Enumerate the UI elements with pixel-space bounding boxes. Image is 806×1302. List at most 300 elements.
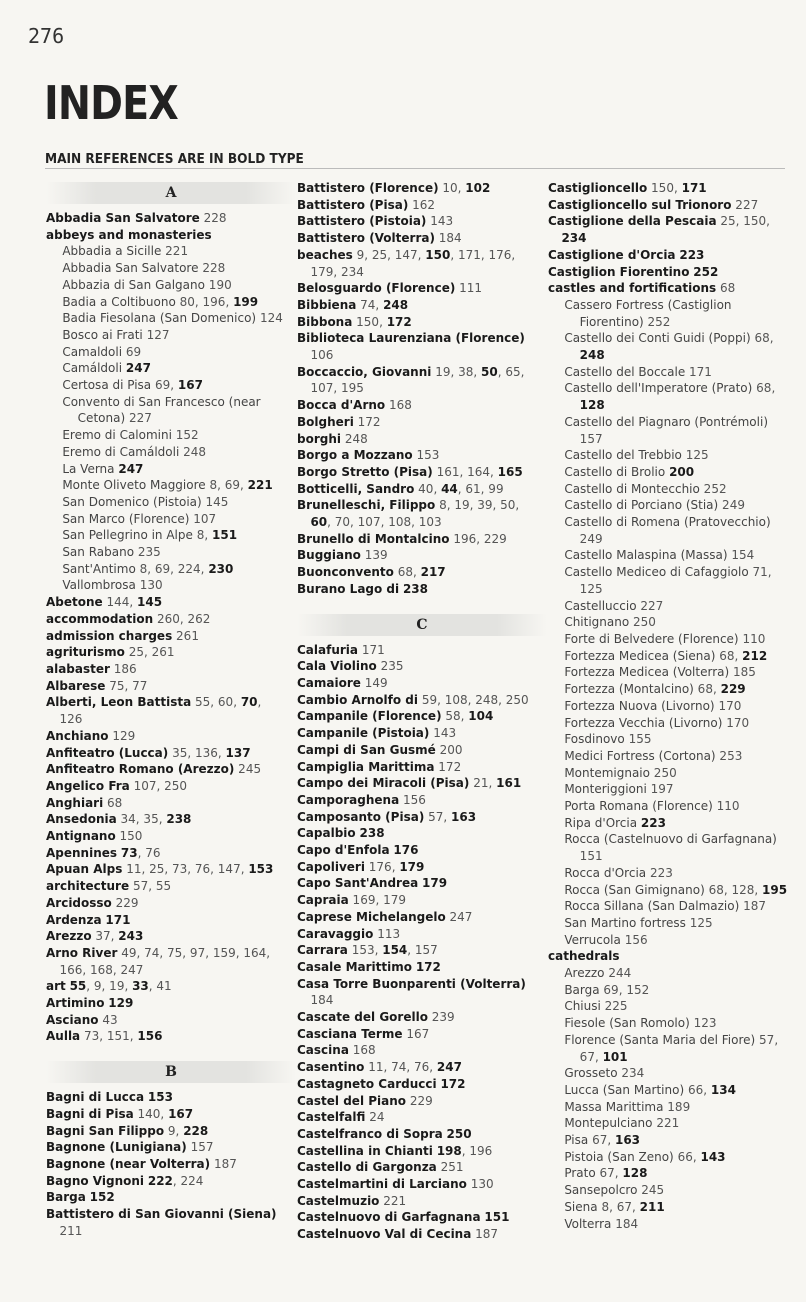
entry-pages: 154 (731, 547, 755, 563)
index-entry (46, 745, 286, 762)
entry-term: Castel del Piano (297, 1092, 407, 1108)
entry-pages: 171 (105, 911, 131, 927)
index-entry (297, 247, 537, 280)
index-subentry (46, 360, 286, 377)
entry-term: San Martino fortress (564, 914, 686, 930)
entry-pages: 153 (147, 1089, 173, 1105)
entry-term: Castelmartini di Larciano (297, 1176, 467, 1192)
entry-pages: 69, 152 (603, 981, 650, 997)
entry-term: Medici Fortress (Cortona) (564, 747, 716, 763)
entry-pages: 57, 163 (428, 808, 477, 824)
entry-term: Apuan Alps (46, 861, 123, 877)
entry-pages: 140, 167 (137, 1105, 194, 1121)
entry-term: Cascina (297, 1042, 349, 1058)
entry-pages: 80, 196, 199 (179, 293, 259, 309)
entry-pages: 57, 55 (132, 878, 172, 894)
index-entry (548, 180, 788, 197)
index-subentry (548, 1032, 788, 1065)
entry-pages: 150, 172 (356, 313, 412, 329)
index-entry (297, 892, 537, 909)
index-entry (297, 564, 537, 581)
entry-term: accommodation (46, 610, 154, 626)
entry-term: Castelnuovo di Garfagnana (297, 1209, 481, 1225)
entry-pages: 227 (735, 196, 759, 212)
entry-pages: 227 (128, 410, 152, 426)
index-subentry (46, 327, 286, 344)
entry-pages: 68 (720, 280, 736, 296)
entry-term: Abbadia San Salvatore (62, 260, 199, 276)
index-entry (297, 497, 537, 530)
entry-pages: 172 (415, 958, 441, 974)
entry-term: Castiglione della Pescaia (548, 213, 717, 229)
entry-term: Prato (564, 1165, 596, 1181)
entry-term: abbeys and monasteries (46, 226, 212, 242)
entry-pages: 143 (433, 725, 457, 741)
index-entry (46, 845, 286, 862)
entry-term: Sansepolcro (564, 1182, 638, 1198)
entry-term: Verrucola (564, 931, 621, 947)
index-subentry (548, 297, 788, 330)
entry-pages: 43 (102, 1011, 118, 1027)
entry-pages: 161, 164, 165 (436, 463, 523, 479)
entry-term: Castelluccio (564, 597, 637, 613)
index-subentry (548, 982, 788, 999)
entry-term: Ripa d'Orcia (564, 814, 638, 830)
entry-pages: 11, 25, 73, 76, 147, 153 (126, 861, 274, 877)
index-entry (297, 397, 537, 414)
index-subentry (548, 598, 788, 615)
entry-term: Bagni di Pisa (46, 1105, 134, 1121)
index-subentry (548, 882, 788, 899)
index-entry (46, 1123, 286, 1140)
entry-term: Campo dei Miracoli (Pisa) (297, 775, 470, 791)
entry-term: Asciano (46, 1011, 99, 1027)
index-entry (297, 842, 537, 859)
entry-term: Borgo Stretto (Pisa) (297, 463, 433, 479)
entry-pages: 125 (689, 914, 713, 930)
entry-pages: 156 (403, 791, 426, 807)
index-subentry (548, 781, 788, 798)
entry-term: Burano Lago di (297, 580, 400, 596)
index-entry (297, 859, 537, 876)
entry-term: Camposanto (Pisa) (297, 808, 425, 824)
index-entry (297, 1193, 537, 1210)
entry-term: Artimino (46, 995, 105, 1011)
entry-term: Abbadia a Sicille (62, 243, 162, 259)
entry-pages: 197 (650, 781, 674, 797)
index-entry (46, 945, 286, 978)
index-subentry (548, 998, 788, 1015)
entry-term: Chitignano (564, 614, 630, 630)
entry-pages: 57, 67, 101 (579, 1031, 779, 1064)
index-entry (46, 1012, 286, 1029)
index-entry (297, 447, 537, 464)
entry-term: Castello di Porciano (Stia) (564, 497, 719, 513)
entry-term: Battistero (Pisa) (297, 196, 409, 212)
section-letter: C (297, 614, 547, 636)
entry-term: Battistero (Florence) (297, 180, 439, 195)
index-entry (46, 778, 286, 795)
index-subentry (548, 447, 788, 464)
index-entry (548, 213, 788, 246)
index-subentry (548, 547, 788, 564)
index-entry (297, 909, 537, 926)
index-subentry (46, 377, 286, 394)
entry-term: San Rabano (62, 544, 135, 560)
entry-term: architecture (46, 878, 130, 894)
entry-pages: 186 (113, 660, 137, 676)
index-subentry (548, 1149, 788, 1166)
index-entry (297, 1093, 537, 1110)
index-entry (46, 1139, 286, 1156)
entry-term: Capo Sant'Andrea (297, 875, 419, 891)
entry-pages: 11, 74, 76, 247 (368, 1059, 462, 1075)
entry-term: Biblioteca Laurenziana (Florence) (297, 330, 525, 346)
entry-term: Battistero (Pistoia) (297, 213, 427, 229)
entry-term: Montemignaio (564, 764, 650, 780)
index-entry (297, 197, 537, 214)
index-subentry (548, 1132, 788, 1149)
index-entry (297, 1143, 537, 1160)
entry-term: Alberti, Leon Battista (46, 694, 192, 710)
entry-pages: 200 (439, 741, 463, 757)
entry-term: Barga (46, 1189, 86, 1205)
index-entry (297, 675, 537, 692)
entry-term: Convento di San Francesco (near Cetona) (62, 393, 261, 426)
entry-term: Campi di San Gusmé (297, 741, 436, 757)
index-entry (46, 811, 286, 828)
entry-term: Boccaccio, Giovanni (297, 363, 432, 379)
index-subentry (548, 614, 788, 631)
entry-pages: 55, 9, 19, 33, 41 (69, 978, 172, 994)
index-entry (46, 828, 286, 845)
entry-term: Ansedonia (46, 811, 117, 827)
index-entry (297, 230, 537, 247)
index-entry (297, 1059, 537, 1076)
entry-pages: 235 (137, 544, 161, 560)
entry-pages: 8, 69, 224, 230 (139, 560, 234, 576)
index-entry (297, 708, 537, 725)
entry-pages: 221 (656, 1115, 680, 1131)
index-entry (297, 364, 537, 397)
entry-pages: 189 (667, 1098, 691, 1114)
entry-term: Porta Romana (Florence) (564, 798, 713, 814)
entry-pages: 185 (733, 664, 756, 680)
entry-pages: 68, 217 (397, 564, 446, 580)
index-entry (46, 978, 286, 995)
entry-pages: 111 (459, 280, 483, 296)
entry-pages: 225 (604, 998, 628, 1014)
index-entry (46, 661, 286, 678)
entry-term: Bagno Vignoni (46, 1172, 145, 1188)
index-entry (297, 481, 537, 498)
entry-pages: 248 (344, 430, 368, 446)
entry-term: Arezzo (46, 928, 92, 944)
index-subentry (548, 1099, 788, 1116)
entry-term: Rocca (San Gimignano) (564, 881, 705, 897)
index-entry (46, 895, 286, 912)
entry-pages: 171 (361, 641, 385, 657)
index-entry (297, 642, 537, 659)
entry-term: Fortezza (Montalcino) (564, 681, 694, 697)
entry-pages: 153, 154, 157 (351, 942, 438, 958)
index-column-1 (46, 180, 296, 1239)
index-entry (297, 297, 537, 314)
entry-term: Arcidosso (46, 894, 112, 910)
index-subentry (46, 544, 286, 561)
entry-pages: 73, 76 (120, 844, 161, 860)
entry-pages: 110 (742, 630, 766, 646)
index-entry (297, 1109, 537, 1126)
index-entry (297, 959, 537, 976)
index-subentry (548, 815, 788, 832)
entry-term: Castiglioncello (548, 180, 648, 195)
index-subtitle: MAIN REFERENCES ARE IN BOLD TYPE (45, 151, 304, 167)
index-column-3 (548, 180, 798, 1232)
entry-pages: 152 (89, 1189, 115, 1205)
entry-pages: 9, 25, 147, 150, 171, 176, 179, 234 (310, 246, 516, 279)
index-entry (297, 1126, 537, 1143)
index-entry (46, 1173, 286, 1190)
entry-term: Monte Oliveto Maggiore (62, 477, 206, 493)
entry-term: Castellina in Chianti (297, 1142, 433, 1158)
index-subentry (46, 527, 286, 544)
entry-pages: 151 (484, 1209, 510, 1225)
index-entry (46, 678, 286, 695)
entry-term: Anchiano (46, 727, 109, 743)
entry-pages: 248 (183, 443, 207, 459)
index-subentry (548, 380, 788, 413)
entry-term: Grosseto (564, 1065, 618, 1081)
entry-pages: 184 (310, 992, 334, 1008)
entry-pages: 150, 171 (651, 180, 707, 195)
index-entry (297, 725, 537, 742)
entry-term: Caprese Michelangelo (297, 908, 446, 924)
index-entry (46, 628, 286, 645)
entry-pages: 9, 228 (167, 1122, 209, 1138)
index-entry (297, 825, 537, 842)
index-subentry (548, 698, 788, 715)
entry-term: Castello Mediceo di Cafaggiolo (564, 564, 749, 580)
entry-term: Castello del Trebbio (564, 447, 682, 463)
entry-pages: 184 (438, 230, 462, 246)
index-entry (297, 1226, 537, 1243)
entry-pages: 143 (430, 213, 454, 229)
index-subentry (548, 965, 788, 982)
index-entry (297, 213, 537, 230)
entry-term: Camaiore (297, 674, 361, 690)
index-subentry (46, 511, 286, 528)
entry-term: Buonconvento (297, 564, 394, 580)
index-entry (297, 314, 537, 331)
entry-pages: 221 (383, 1192, 407, 1208)
entry-term: Campiglia Marittima (297, 758, 435, 774)
index-subentry (548, 932, 788, 949)
index-subentry (548, 865, 788, 882)
entry-pages: 68, 212 (719, 647, 768, 663)
entry-term: Castelnuovo Val di Cecina (297, 1226, 472, 1242)
entry-term: Cascate del Gorello (297, 1009, 428, 1025)
entry-term: Castello Malaspina (Massa) (564, 547, 728, 563)
index-subentry (548, 731, 788, 748)
index-subentry (46, 260, 286, 277)
index-subentry (548, 648, 788, 665)
index-subentry (548, 497, 788, 514)
index-entry (46, 227, 286, 244)
entry-pages: 162 (412, 196, 436, 212)
entry-pages: 168 (388, 397, 412, 413)
entry-pages: 37, 243 (95, 928, 144, 944)
entry-pages: 58, 104 (445, 708, 494, 724)
entry-term: Pistoia (San Zeno) (564, 1148, 674, 1164)
index-entry (46, 1028, 286, 1045)
index-entry (46, 878, 286, 895)
index-subentry (548, 514, 788, 547)
entry-pages: 200 (669, 463, 695, 479)
entry-term: Rocca d'Orcia (564, 864, 647, 880)
entry-term: Capo d'Enfola (297, 842, 390, 858)
index-entry (46, 1156, 286, 1173)
index-entry (46, 644, 286, 661)
entry-term: San Domenico (Pistoia) (62, 493, 202, 509)
entry-term: Buggiano (297, 547, 361, 563)
entry-term: Fortezza Nuova (Livorno) (564, 697, 715, 713)
entry-pages: 71, 125 (579, 564, 772, 596)
index-entry (46, 1206, 286, 1239)
entry-term: Castagneto Carducci (297, 1075, 437, 1091)
entry-term: Forte di Belvedere (Florence) (564, 630, 739, 646)
entry-pages: 247 (449, 908, 473, 924)
entry-term: Bibbona (297, 313, 353, 329)
index-subentry (548, 1115, 788, 1132)
entry-pages: 67, 128 (599, 1165, 648, 1181)
index-entry (297, 1009, 537, 1026)
entry-pages: 157 (190, 1139, 214, 1155)
index-subentry (46, 243, 286, 260)
index-subentry (46, 294, 286, 311)
index-subentry (548, 831, 788, 864)
entry-pages: 176 (393, 842, 419, 858)
entry-term: Anfiteatro (Lucca) (46, 744, 169, 760)
index-entry (46, 611, 286, 628)
index-subentry (548, 464, 788, 481)
entry-term: Rocca Sillana (San Dalmazio) (564, 898, 740, 914)
entry-pages: 59, 108, 248, 250 (421, 691, 529, 707)
entry-pages: 245 (641, 1182, 665, 1198)
entry-term: Capoliveri (297, 858, 365, 874)
entry-pages: 19, 38, 50, 65, 107, 195 (310, 363, 525, 396)
entry-term: Calafuria (297, 641, 359, 657)
index-entry (46, 1189, 286, 1206)
entry-pages: 69 (125, 343, 142, 359)
index-entry (297, 658, 537, 675)
entry-pages: 222, 224 (147, 1172, 204, 1188)
entry-term: Abbadia San Salvatore (46, 210, 200, 225)
entry-pages: 149 (364, 674, 388, 690)
entry-term: Florence (Santa Maria del Fiore) (564, 1031, 756, 1047)
entry-pages: 172 (357, 413, 381, 429)
index-subentry (548, 748, 788, 765)
index-entry (46, 795, 286, 812)
index-entry (297, 1076, 537, 1093)
entry-term: Cassero Fortress (Castiglion Fiorentino) (564, 296, 732, 329)
entry-term: Camáldoli (62, 360, 123, 376)
entry-pages: 25, 150, 234 (561, 213, 770, 246)
entry-term: cathedrals (548, 948, 620, 964)
entry-term: Brunello di Montalcino (297, 530, 450, 546)
entry-term: admission charges (46, 627, 173, 643)
entry-pages: 169, 179 (352, 892, 407, 908)
entry-term: Capraia (297, 892, 349, 908)
index-entry (297, 809, 537, 826)
entry-term: Caravaggio (297, 925, 374, 941)
entry-term: Badia Fiesolana (San Domenico) (62, 310, 257, 326)
index-entry (297, 1176, 537, 1193)
entry-term: Castello di Brolio (564, 463, 666, 479)
entry-term: Cambio Arnolfo di (297, 691, 418, 707)
entry-pages: 68, 248 (579, 330, 774, 363)
entry-pages: 150 (119, 828, 143, 844)
header-rule (45, 168, 785, 169)
entry-pages: 190 (208, 276, 232, 292)
index-entry (548, 948, 788, 965)
entry-pages: 249 (579, 530, 603, 546)
entry-pages: 34, 35, 238 (120, 811, 192, 827)
index-entry (46, 1089, 286, 1106)
index-entry (297, 1209, 537, 1226)
entry-pages: 21, 161 (473, 775, 522, 791)
index-entry (297, 926, 537, 943)
entry-pages: 69, 167 (154, 377, 203, 393)
entry-term: Bagnone (Lunigiana) (46, 1139, 187, 1155)
entry-term: Ardenza (46, 911, 102, 927)
entry-pages: 250 (633, 614, 656, 630)
entry-term: Bolgheri (297, 413, 354, 429)
entry-pages: 68, 128, 195 (708, 881, 788, 897)
entry-pages: 110 (716, 798, 740, 814)
entry-term: Camporaghena (297, 791, 400, 807)
entry-pages: 73, 151, 156 (83, 1028, 163, 1044)
entry-term: agriturismo (46, 644, 125, 660)
entry-pages: 75, 77 (109, 677, 148, 693)
index-title: INDEX (44, 76, 178, 130)
index-entry (297, 875, 537, 892)
entry-pages: 261 (176, 627, 199, 643)
index-entry (46, 861, 286, 878)
entry-term: Angelico Fra (46, 777, 130, 793)
entry-term: Fiesole (San Romolo) (564, 1015, 690, 1031)
entry-term: Albarese (46, 677, 106, 693)
entry-pages: 113 (377, 925, 401, 941)
entry-pages: 198, 196 (436, 1142, 493, 1158)
entry-pages: 66, 143 (677, 1148, 726, 1164)
entry-pages: 184 (615, 1215, 639, 1231)
index-subentry (46, 461, 286, 478)
entry-term: Anfiteatro Romano (Arezzo) (46, 761, 235, 777)
entry-pages: 167 (406, 1025, 430, 1041)
entry-pages: 55, 60, 70, 126 (59, 694, 262, 727)
entry-term: borghi (297, 430, 342, 446)
index-subentry (46, 277, 286, 294)
entry-term: Vallombrosa (62, 577, 136, 593)
entry-pages: 238 (402, 580, 429, 596)
index-subentry (548, 898, 788, 915)
entry-pages: 249 (722, 497, 745, 513)
entry-term: beaches (297, 246, 353, 262)
entry-term: Bosco ai Frati (62, 326, 143, 342)
entry-term: Castello del Boccale (564, 363, 686, 379)
entry-pages: 144, 145 (106, 594, 163, 610)
